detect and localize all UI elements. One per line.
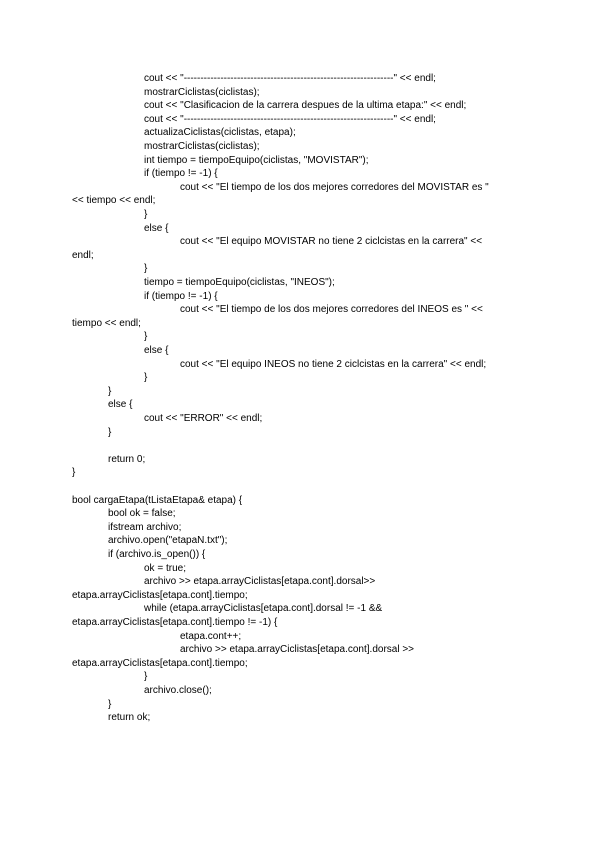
code-line: ifstream archivo; (108, 521, 182, 533)
code-line: } (144, 209, 148, 220)
code-line: endl; (72, 249, 94, 261)
code-line: } (108, 385, 112, 397)
code-line: if (tiempo != -1) { (144, 290, 218, 302)
code-line: ok = true; (144, 562, 186, 574)
code-line: else { (144, 222, 169, 234)
code-line: archivo >> etapa.arrayCiclistas[etapa.cont].dorsal>> (144, 576, 376, 588)
code-line: else { (144, 345, 169, 356)
code-line: etapa.arrayCiclistas[etapa.cont].tiempo; (72, 589, 248, 601)
code-line: etapa.arrayCiclistas[etapa.cont].tiempo; (72, 657, 248, 669)
code-line: etapa.cont++; (180, 630, 242, 642)
code-line: bool ok = false; (108, 508, 176, 520)
code-line: } (144, 372, 148, 384)
code-line: << tiempo << endl; (72, 195, 156, 207)
code-line: mostrarCiclistas(ciclistas); (144, 86, 260, 98)
code-line: cout << "El tiempo de los dos mejores corredores del MOVISTAR es " (180, 181, 489, 193)
code-line: etapa.arrayCiclistas[etapa.cont].tiempo != -1) { (72, 617, 278, 628)
code-line: } (108, 698, 112, 710)
code-line: } (108, 426, 112, 438)
code-line: actualizaCiclistas(ciclistas, etapa); (144, 127, 296, 139)
code-line: cout << "El equipo MOVISTAR no tiene 2 ciclcistas en la carrera" << (180, 236, 483, 248)
code-line: cout << "El equipo INEOS no tiene 2 ciclcistas en la carrera" << endl; (180, 358, 487, 370)
code-line: if (archivo.is_open()) { (108, 549, 206, 560)
code-line: else { (108, 399, 133, 411)
code-line: while (etapa.arrayCiclistas[etapa.cont].dorsal != -1 && (144, 603, 383, 615)
code-line: return ok; (108, 712, 151, 724)
code-line: tiempo << endl; (72, 317, 141, 329)
code-line: return 0; (108, 453, 146, 465)
code-line: cout << "Clasificacion de la carrera despues de la ultima etapa:" << endl; (144, 100, 467, 112)
code-line: archivo.open("etapaN.txt"); (108, 535, 228, 547)
code-line: } (72, 467, 76, 479)
code-line: cout << "---------------------------------------------------------------" << endl; (144, 73, 436, 84)
code-line: archivo >> etapa.arrayCiclistas[etapa.cont].dorsal >> (180, 644, 415, 656)
code-line: cout << "---------------------------------------------------------------" << endl; (144, 113, 436, 125)
code-line: bool cargaEtapa(tListaEtapa& etapa) { (72, 494, 243, 506)
code-line: int tiempo = tiempoEquipo(ciclistas, "MOVISTAR"); (144, 154, 369, 166)
code-line: mostrarCiclistas(ciclistas); (144, 141, 260, 152)
code-line: } (144, 263, 148, 275)
code-line: cout << "El tiempo de los dos mejores corredores del INEOS es " << (180, 304, 483, 316)
code-line: } (144, 671, 148, 683)
code-line: tiempo = tiempoEquipo(ciclistas, "INEOS"); (144, 277, 335, 288)
code-line: if (tiempo != -1) { (144, 168, 218, 180)
code-line: archivo.close(); (144, 685, 212, 696)
code-line: } (144, 331, 148, 343)
code-line: cout << "ERROR" << endl; (144, 413, 263, 424)
